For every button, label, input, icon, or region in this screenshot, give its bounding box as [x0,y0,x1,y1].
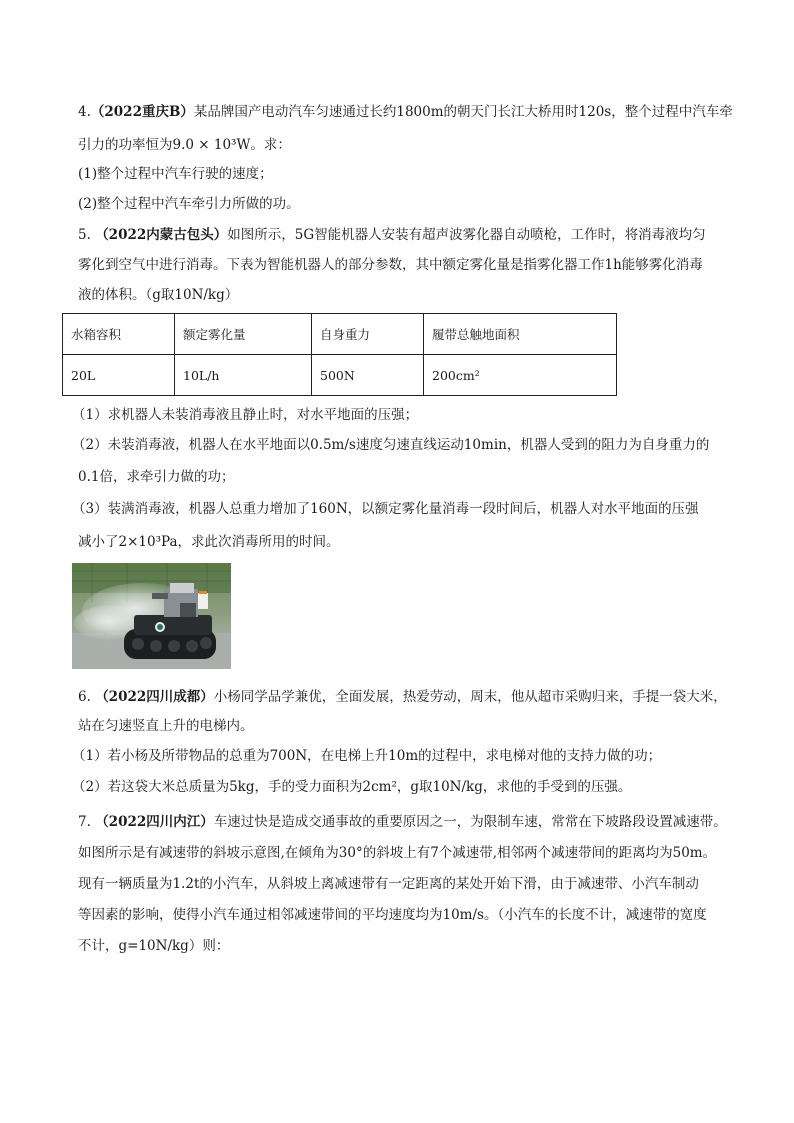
parameters-table [62,313,617,396]
q5-line3: 液的体积。（g取10N/kg） [78,287,239,303]
q7-number: 7. [78,814,91,830]
table-header-cell: 额定雾化量 [175,314,312,355]
q7-source: （2022四川内江） [95,814,214,830]
q7-line1 [78,812,727,832]
q5-sub2-line2: 0.1倍，求牵引力做的功； [78,469,235,485]
q7-line4: 等因素的影响，使得小汽车通过相邻减速带间的平均速度均为10m/s。（小汽车的长度不计，减速带的宽度 [78,907,707,923]
q6-source: （2022四川成都） [95,689,214,705]
q7-line5: 不计，g=10N/kg）则： [78,938,230,954]
q4-sub1: (1)整个过程中汽车行驶的速度； [78,166,273,182]
robot-photo [72,563,231,669]
q6-sub2: （2）若这袋大米总质量为5kg，手的受力面积为2cm²，g取10N/kg，求他的手受到的压强。 [72,779,632,795]
q5-source: （2022内蒙古包头） [95,227,228,243]
table-cell: 10L/h [175,355,312,396]
table-header-cell: 水箱容积 [63,314,175,355]
q6-number: 6. [78,689,91,705]
q5-sub3-line1: （3）装满消毒液，机器人总重力增加了160N，以额定雾化量消毒一段时间后，机器人对水平地面的压强 [72,501,699,517]
q5-sub1: （1）求机器人未装消毒液且静止时，对水平地面的压强； [72,407,419,423]
q4-line1 [78,102,733,122]
q5-number: 5. [78,227,91,243]
q5-line2: 雾化到空气中进行消毒。下表为智能机器人的部分参数，其中额定雾化量是指雾化器工作1h能够雾化消毒 [78,257,703,273]
table-header-cell: 自身重力 [312,314,424,355]
q4-line2: 引力的功率恒为9.0 × 10³W。求： [78,137,291,153]
table-header-row [63,314,617,355]
q4-number: 4. [78,104,91,120]
q4-sub2: (2)整个过程中汽车牵引力所做的功。 [78,196,300,212]
q4-source: （2022重庆B） [90,104,194,120]
q6-text: 小杨同学品学兼优，全面发展，热爱劳动，周末，他从超市采购归来，手提一袋大米， [213,689,727,705]
q5-sub3-line2: 减小了2×10³Pa，求此次消毒所用的时间。 [78,534,340,550]
q7-line2: 如图所示是有减速带的斜坡示意图,在倾角为30°的斜坡上有7个减速带,相邻两个减速带间的距离均为50m。 [78,845,717,861]
table-cell: 200cm² [424,355,617,396]
q5-text: 如图所示，5G智能机器人安装有超声波雾化器自动喷枪，工作时，将消毒液均匀 [227,227,706,243]
table-header-cell: 履带总触地面积 [424,314,617,355]
table-cell: 20L [63,355,175,396]
q7-text: 车速过快是造成交通事故的重要原因之一，为限制车速，常常在下坡路段设置减速带。 [213,814,727,830]
table-cell: 500N [312,355,424,396]
q6-sub1: （1）若小杨及所带物品的总重为700N，在电梯上升10m的过程中，求电梯对他的支持力做的功； [72,748,662,764]
q6-line2: 站在匀速竖直上升的电梯内。 [78,718,254,734]
table-row [63,355,617,396]
q4-text: 某品牌国产电动汽车匀速通过长约1800m的朝天门长江大桥用时120s，整个过程中汽车牵 [193,104,733,120]
q7-line3: 现有一辆质量为1.2t的小汽车，从斜坡上离减速带有一定距离的某处开始下滑，由于减速带、小汽车制动 [78,876,699,892]
q6-line1 [78,687,727,707]
q5-line1 [78,225,706,245]
q5-sub2-line1: （2）未装消毒液，机器人在水平地面以0.5m/s速度匀速直线运动10min，机器人受到的阻力为自身重力的 [72,437,710,453]
